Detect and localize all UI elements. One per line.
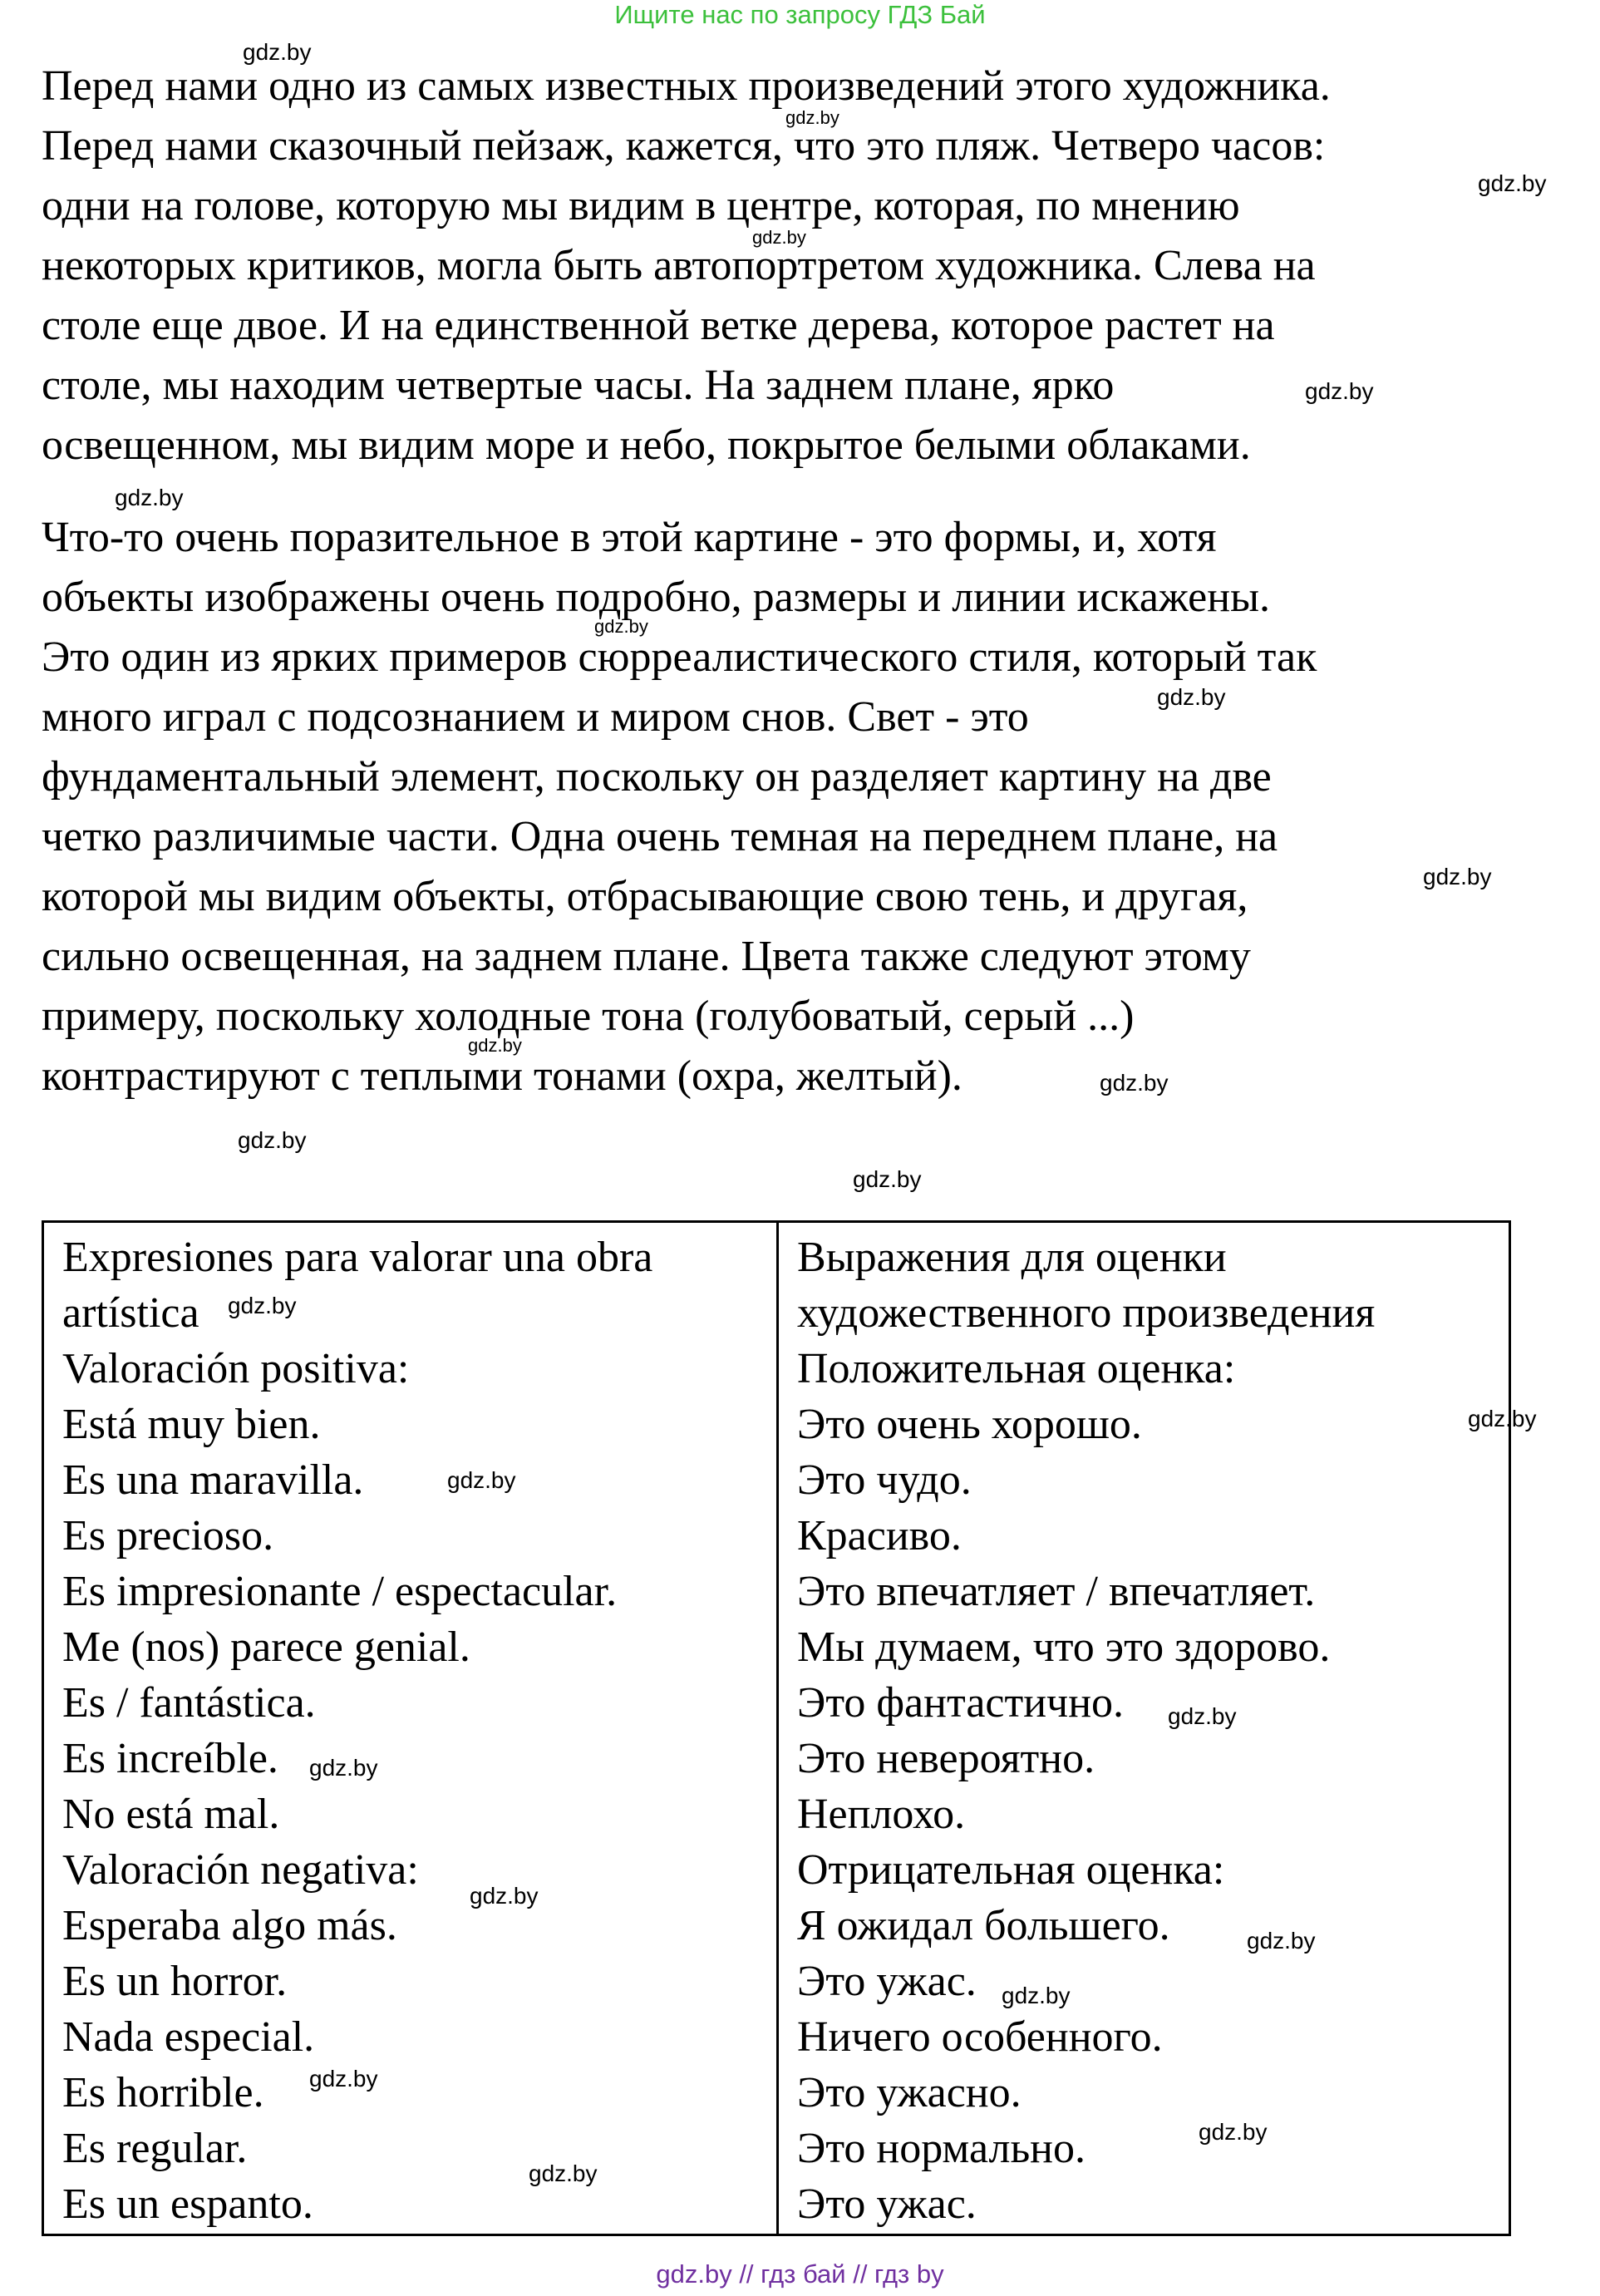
watermark: gdz.by xyxy=(1199,2119,1268,2145)
paragraph-line: столе еще двое. И на единственной ветке дерева, которое растет на xyxy=(42,302,1275,349)
table-cell: Это ужасно. xyxy=(797,2069,1022,2116)
table-cell: Es regular. xyxy=(62,2125,248,2172)
watermark: gdz.by xyxy=(752,227,806,248)
watermark: gdz.by xyxy=(447,1467,516,1493)
table-cell: Es increíble. xyxy=(62,1735,278,1782)
table-cell: Es precioso. xyxy=(62,1512,274,1559)
table-cell: Es horrible. xyxy=(62,2069,264,2116)
paragraph-line: одни на голове, которую мы видим в центре, которая, по мнению xyxy=(42,182,1240,229)
watermark: gdz.by xyxy=(594,616,648,637)
paragraph-line: объекты изображены очень подробно, размеры и линии искажены. xyxy=(42,574,1271,621)
paragraph-line: Перед нами сказочный пейзаж, кажется, что это пляж. Четверо часов: xyxy=(42,122,1326,170)
paragraph-line: четко различимые части. Одна очень темная на переднем плане, на xyxy=(42,813,1278,860)
watermark: gdz.by xyxy=(1168,1703,1237,1729)
paragraph-line: столе, мы находим четвертые часы. На заднем плане, ярко xyxy=(42,362,1115,409)
paragraph-line: контрастируют с теплыми тонами (охра, желтый). xyxy=(42,1052,962,1100)
paragraph-line: которой мы видим объекты, отбрасывающие свою тень, и другая, xyxy=(42,873,1248,920)
watermark: gdz.by xyxy=(468,1035,522,1056)
paragraph-line: Что-то очень поразительное в этой картине - это формы, и, хотя xyxy=(42,514,1217,561)
table-cell: Это невероятно. xyxy=(797,1735,1095,1782)
paragraph-line: фундаментальный элемент, поскольку он разделяет картину на две xyxy=(42,753,1272,801)
watermark: gdz.by xyxy=(1478,170,1547,196)
table-cell: Es una maravilla. xyxy=(62,1456,364,1504)
watermark: gdz.by xyxy=(1100,1070,1169,1096)
table-cell: Выражения для оценки xyxy=(797,1234,1227,1281)
paragraph-line: Перед нами одно из самых известных произведений этого художника. xyxy=(42,62,1331,110)
table-cell: художественного произведения xyxy=(797,1289,1376,1337)
paragraph-line: освещенном, мы видим море и небо, покрытое белыми облаками. xyxy=(42,421,1251,469)
table-cell: Мы думаем, что это здорово. xyxy=(797,1623,1331,1671)
table-cell: Положительная оценка: xyxy=(797,1345,1236,1392)
table-cell: Это ужас. xyxy=(797,2180,977,2228)
table-cell: Это нормально. xyxy=(797,2125,1086,2172)
watermark: gdz.by xyxy=(1423,864,1492,889)
watermark: gdz.by xyxy=(238,1127,307,1153)
watermark: gdz.by xyxy=(1468,1406,1537,1431)
paragraph-line: Это один из ярких примеров сюрреалистического стиля, который так xyxy=(42,633,1317,681)
table-cell: Nada especial. xyxy=(62,2013,315,2061)
watermark: gdz.by xyxy=(309,2066,378,2092)
table-cell: No está mal. xyxy=(62,1791,280,1838)
valuation-table xyxy=(42,1220,1511,2236)
table-cell: Me (nos) parece genial. xyxy=(62,1623,470,1671)
paragraph-line: много играл с подсознанием и миром снов. Свет - это xyxy=(42,693,1029,741)
top-banner[interactable]: Ищите нас по запросу ГДЗ Бай xyxy=(614,0,986,29)
watermark: gdz.by xyxy=(785,107,839,128)
paragraph-line: примеру, поскольку холодные тона (голубоватый, серый ...) xyxy=(42,993,1135,1040)
table-cell: Это очень хорошо. xyxy=(797,1401,1142,1448)
table-cell: Это ужас. xyxy=(797,1958,977,2005)
table-cell: Es un horror. xyxy=(62,1958,288,2005)
watermark: gdz.by xyxy=(1002,1983,1071,2008)
table-cell: Valoración positiva: xyxy=(62,1345,410,1392)
table-cell: Expresiones para valorar una obra xyxy=(62,1234,653,1281)
watermark: gdz.by xyxy=(529,2161,598,2186)
watermark: gdz.by xyxy=(1157,684,1226,710)
table-cell: Отрицательная оценка: xyxy=(797,1846,1225,1894)
watermark: gdz.by xyxy=(470,1883,539,1909)
watermark: gdz.by xyxy=(228,1293,297,1318)
table-cell: Esperaba algo más. xyxy=(62,1902,397,1949)
watermark: gdz.by xyxy=(1247,1928,1316,1954)
table-cell: Красиво. xyxy=(797,1512,962,1559)
paragraph-line: некоторых критиков, могла быть автопортретом художника. Слева на xyxy=(42,242,1316,289)
table-cell: Неплохо. xyxy=(797,1791,966,1838)
table-divider xyxy=(776,1223,779,2234)
footer-links[interactable]: gdz.by // гдз бай // гдз by xyxy=(656,2259,944,2289)
watermark: gdz.by xyxy=(243,39,312,65)
watermark: gdz.by xyxy=(309,1755,378,1781)
table-cell: Я ожидал большего. xyxy=(797,1902,1170,1949)
paragraph-2 xyxy=(42,508,1554,1106)
table-cell: Это чудо. xyxy=(797,1456,972,1504)
table-column-russian xyxy=(797,1229,1375,2232)
table-cell: Ничего особенного. xyxy=(797,2013,1163,2061)
watermark: gdz.by xyxy=(115,485,184,510)
table-cell: Es / fantástica. xyxy=(62,1679,316,1727)
table-cell: artística xyxy=(62,1289,199,1337)
table-cell: Это впечатляет / впечатляет. xyxy=(797,1568,1316,1615)
watermark: gdz.by xyxy=(853,1166,922,1192)
table-cell: Это фантастично. xyxy=(797,1679,1125,1727)
table-cell: Es un espanto. xyxy=(62,2180,313,2228)
paragraph-line: сильно освещенная, на заднем плане. Цвета также следуют этому xyxy=(42,933,1251,980)
table-cell: Es impresionante / espectacular. xyxy=(62,1568,618,1615)
table-cell: Valoración negativa: xyxy=(62,1846,419,1894)
table-cell: Está muy bien. xyxy=(62,1401,321,1448)
watermark: gdz.by xyxy=(1305,378,1374,404)
